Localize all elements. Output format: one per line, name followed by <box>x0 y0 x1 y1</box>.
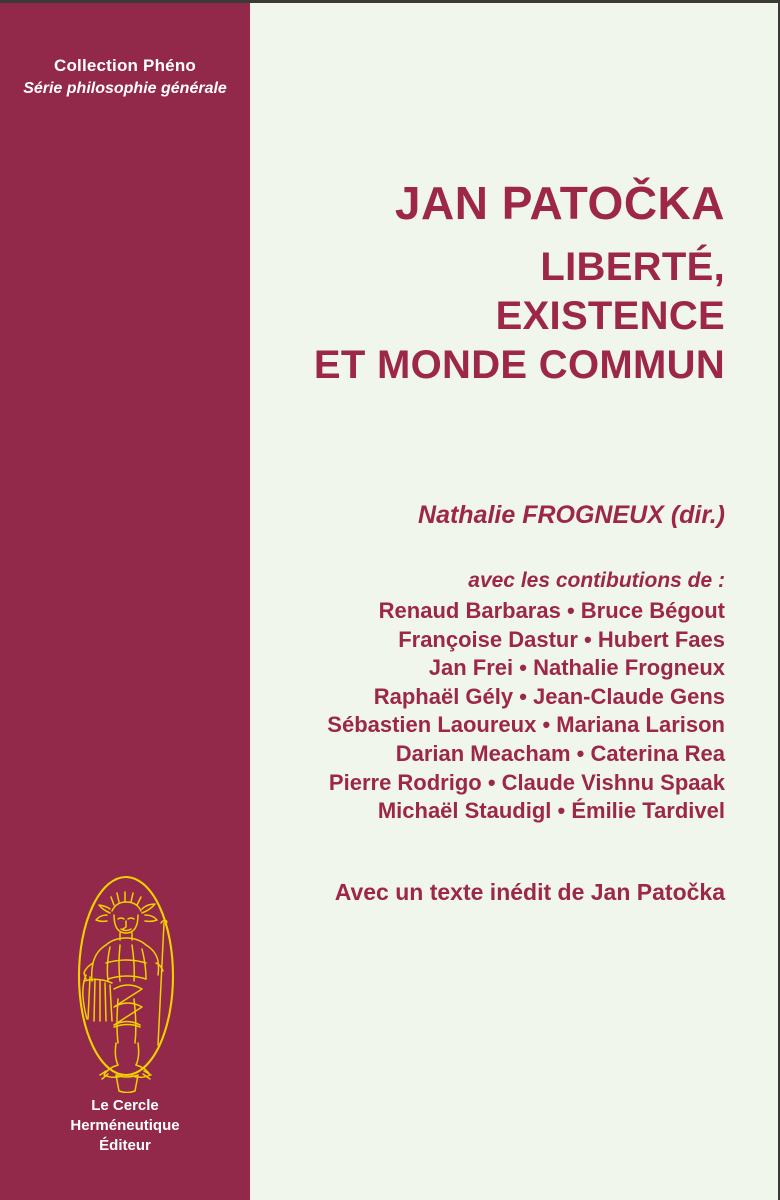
contributors-list <box>252 597 725 826</box>
contributor-line: Michaël Staudigl • Émilie Tardivel <box>377 798 725 824</box>
publisher-line-3: Éditeur <box>99 1137 151 1154</box>
contributions-intro: avec les contibutions de : <box>468 569 725 592</box>
title-line-1: LIBERTÉ, <box>540 245 725 289</box>
contributor-line: Raphaël Gély • Jean-Claude Gens <box>373 683 725 709</box>
title-block <box>252 175 725 390</box>
contributor-line: Françoise Dastur • Hubert Faes <box>398 626 725 652</box>
publisher-line-1: Le Cercle <box>91 1097 159 1114</box>
contributor-line: Jan Frei • Nathalie Frogneux <box>428 655 725 681</box>
author-name: JAN PATOČKA <box>394 177 725 229</box>
publisher-logo <box>60 871 192 1093</box>
title-line-2: EXISTENCE <box>495 294 725 338</box>
editor-name: Nathalie FROGNEUX (dir.) <box>418 501 725 529</box>
publisher-name <box>0 1096 250 1156</box>
hermes-caduceus-oval-logo <box>60 871 192 1093</box>
contributor-line: Pierre Rodrigo • Claude Vishnu Spaak <box>328 769 725 795</box>
contributor-line: Renaud Barbaras • Bruce Bégout <box>378 598 725 623</box>
collection-series: Série philosophie générale <box>23 80 227 97</box>
unpublished-text-note: Avec un texte inédit de Jan Patočka <box>334 879 725 905</box>
contributor-line: Darian Meacham • Caterina Rea <box>395 740 725 766</box>
collection-title: Collection Phéno <box>53 56 197 75</box>
title-line-3: ET MONDE COMMUN <box>313 343 725 387</box>
publisher-line-2: Herméneutique <box>70 1117 180 1134</box>
front-cover-panel <box>252 3 778 1200</box>
contributor-line: Sébastien Laoureux • Mariana Larison <box>327 712 725 738</box>
collection-block <box>0 55 250 100</box>
